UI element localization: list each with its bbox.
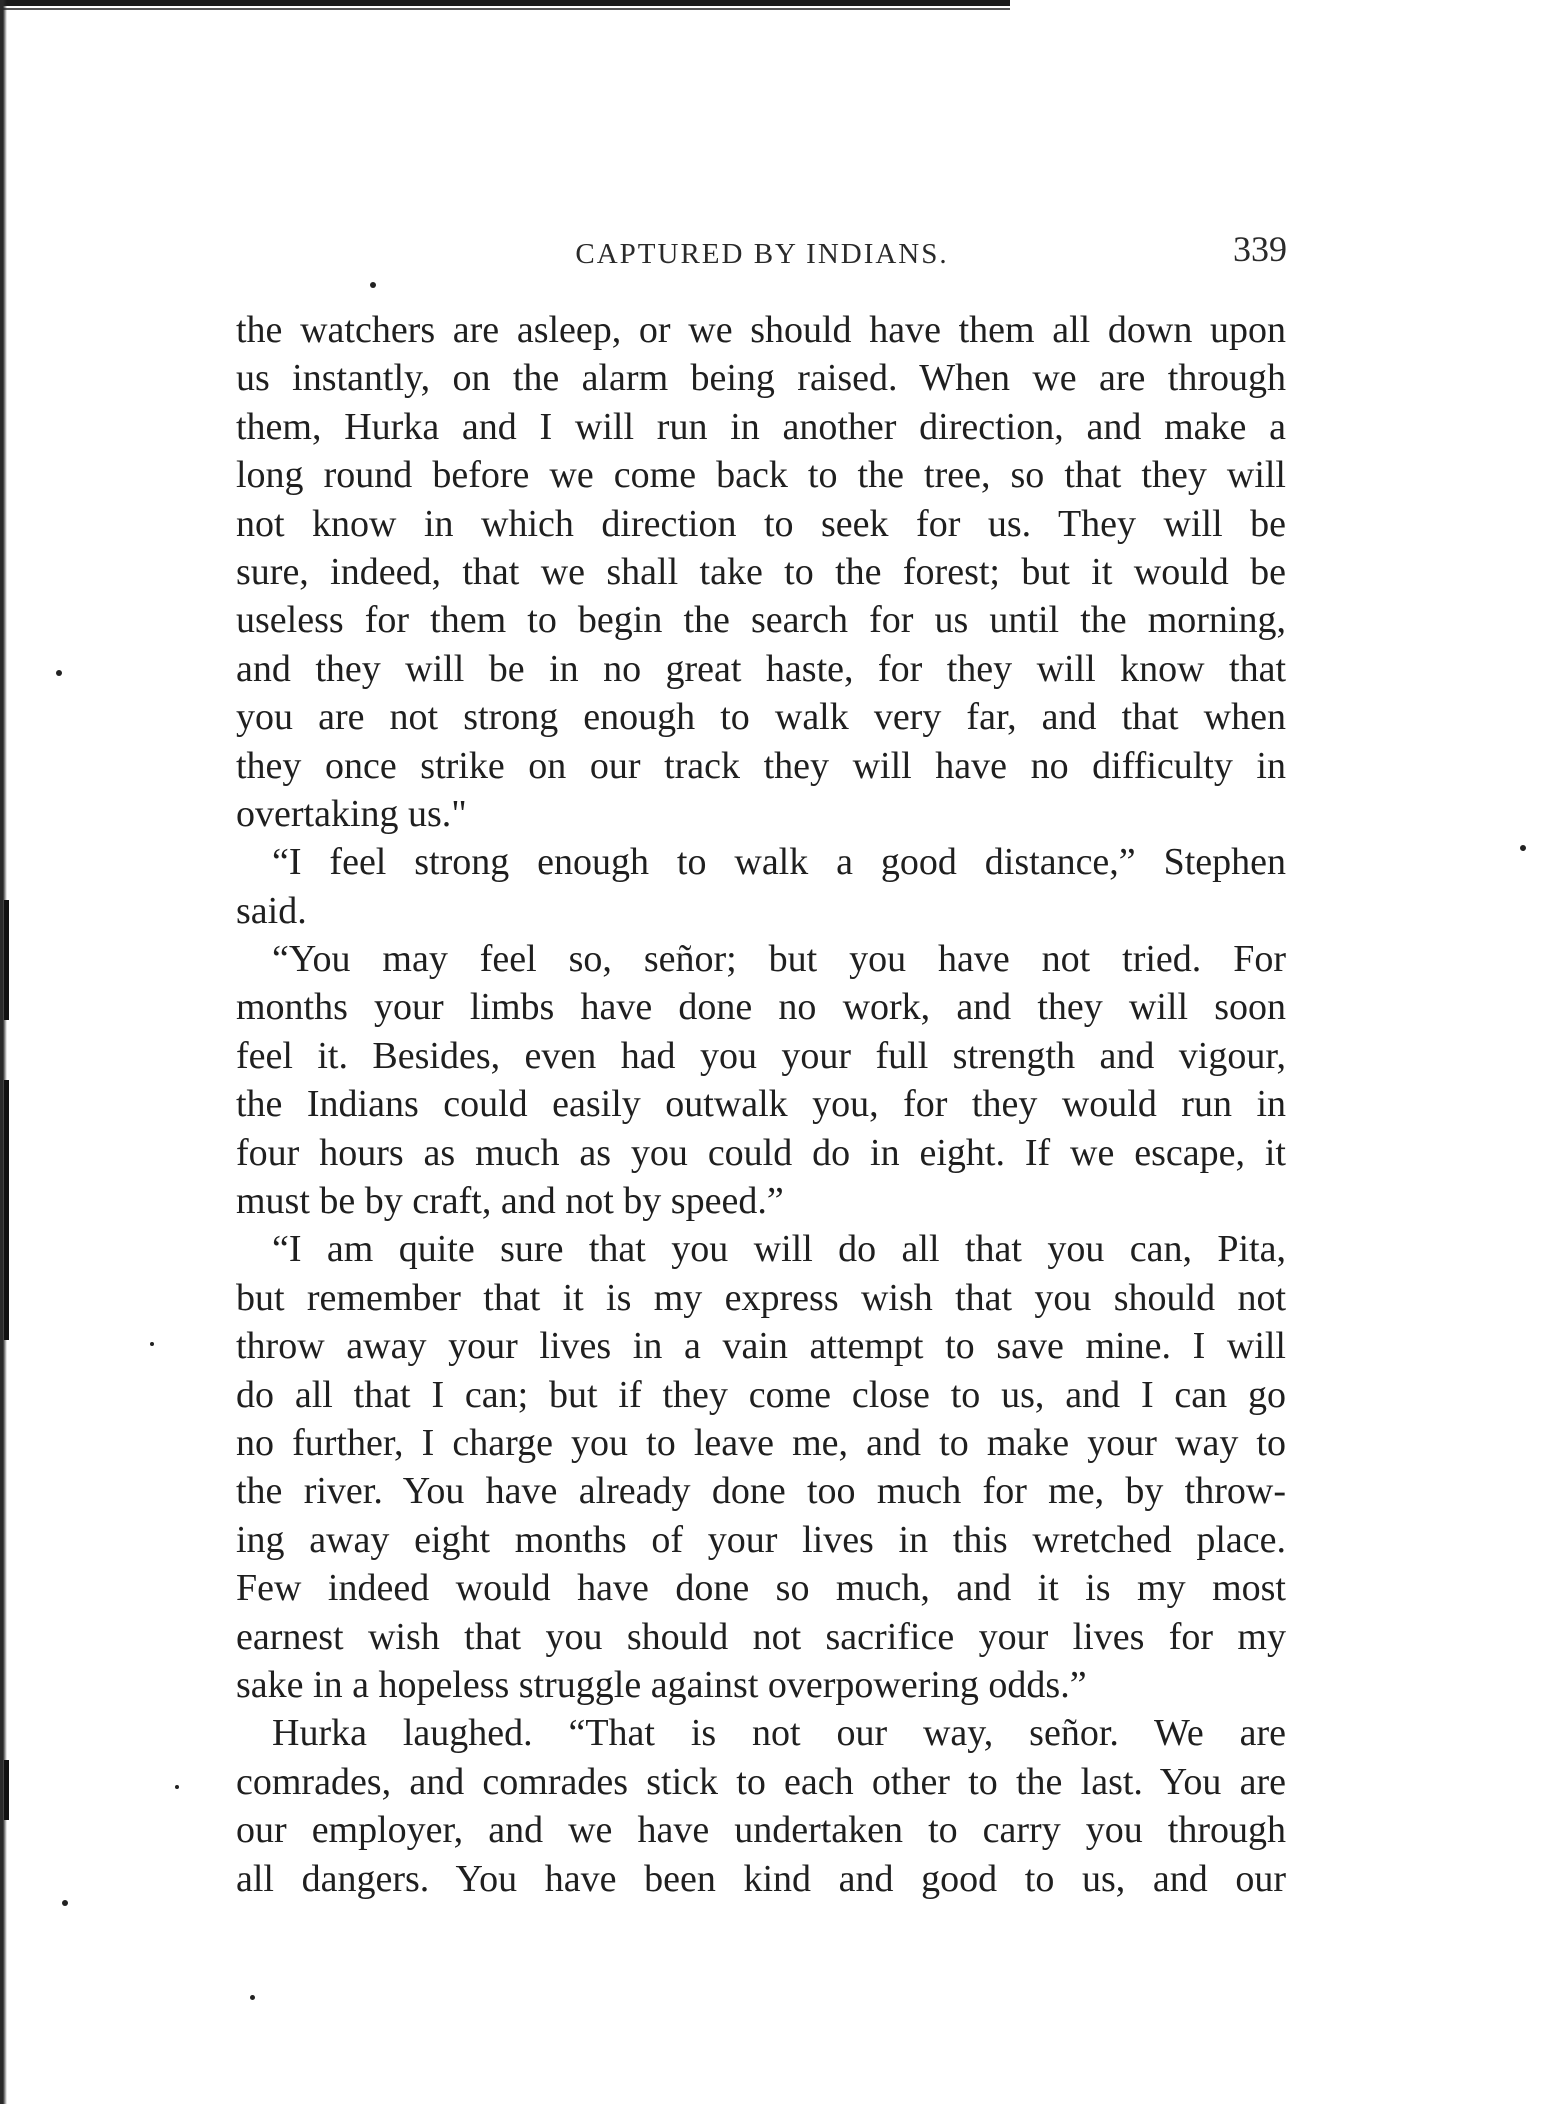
scan-edge-mark [4, 900, 9, 1020]
text-line: “I feel strong enough to walk a good distance,” Stephen [272, 841, 1286, 884]
text-line: and they will be in no great haste, for they will know that [236, 647, 1286, 690]
text-line: do all that I can; but if they come close to us, and I can go [236, 1373, 1286, 1416]
running-title: CAPTURED BY INDIANS. [575, 238, 949, 270]
text-line: long round before we come back to the tree, so that they will [236, 454, 1286, 497]
page-header [237, 228, 1287, 278]
text-line: the watchers are asleep, or we should have them all down upon [236, 309, 1286, 351]
text-line: feel it. Besides, even had you your full strength and vigour, [236, 1034, 1286, 1077]
text-line: said. [236, 889, 307, 932]
text-line: us instantly, on the alarm being raised. When we are through [236, 357, 1286, 400]
text-line: “You may feel so, señor; but you have not tried. For [272, 938, 1286, 981]
text-line: must be by craft, and not by speed.” [236, 1180, 784, 1223]
scan-edge-mark [4, 1760, 9, 1820]
ink-speck [175, 1785, 179, 1789]
text-line: not know in which direction to seek for us. They will be [236, 502, 1286, 545]
ink-speck [370, 282, 376, 288]
body-text [236, 306, 1286, 1903]
text-line: all dangers. You have been kind and good to us, and our [236, 1857, 1286, 1900]
ink-speck [62, 1900, 68, 1906]
text-line: throw away your lives in a vain attempt to save mine. I will [236, 1325, 1286, 1368]
text-line: ing away eight months of your lives in this wretched place. [236, 1518, 1286, 1561]
text-line: the Indians could easily outwalk you, for they would run in [236, 1083, 1286, 1126]
text-line: they once strike on our track they will have no difficulty in [236, 744, 1286, 787]
text-line: Hurka laughed. “That is not our way, señor. We are [272, 1712, 1286, 1755]
text-line: Few indeed would have done so much, and it is my most [236, 1567, 1286, 1610]
text-line: you are not strong enough to walk very far, and that when [236, 696, 1286, 739]
ink-speck [250, 1995, 255, 2000]
scan-top-edge-line [0, 8, 1010, 10]
text-line: them, Hurka and I will run in another direction, and make a [236, 405, 1286, 448]
scan-top-edge [0, 0, 1010, 6]
text-line: but remember that it is my express wish that you should not [236, 1276, 1286, 1319]
text-line: months your limbs have done no work, and they will soon [236, 986, 1286, 1029]
text-line: sake in a hopeless struggle against overpowering odds.” [236, 1663, 1087, 1706]
text-line: useless for them to begin the search for us until the morning, [236, 599, 1286, 642]
text-line: earnest wish that you should not sacrifice your lives for my [236, 1615, 1286, 1658]
text-line: comrades, and comrades stick to each other to the last. You are [236, 1760, 1286, 1803]
page-number: 339 [1233, 229, 1287, 269]
text-line: no further, I charge you to leave me, and to make your way to [236, 1421, 1286, 1464]
text-line: our employer, and we have undertaken to carry you through [236, 1809, 1286, 1852]
text-line: overtaking us." [236, 792, 467, 835]
ink-speck [56, 670, 62, 676]
scan-edge-mark [4, 1080, 9, 1340]
text-line: four hours as much as you could do in eight. If we escape, it [236, 1131, 1286, 1174]
text-line: sure, indeed, that we shall take to the forest; but it would be [236, 550, 1286, 593]
text-line: the river. You have already done too much for me, by throw- [236, 1470, 1286, 1513]
text-line: “I am quite sure that you will do all that you can, Pita, [272, 1228, 1286, 1271]
ink-speck [150, 1342, 154, 1346]
ink-speck [1520, 845, 1526, 851]
